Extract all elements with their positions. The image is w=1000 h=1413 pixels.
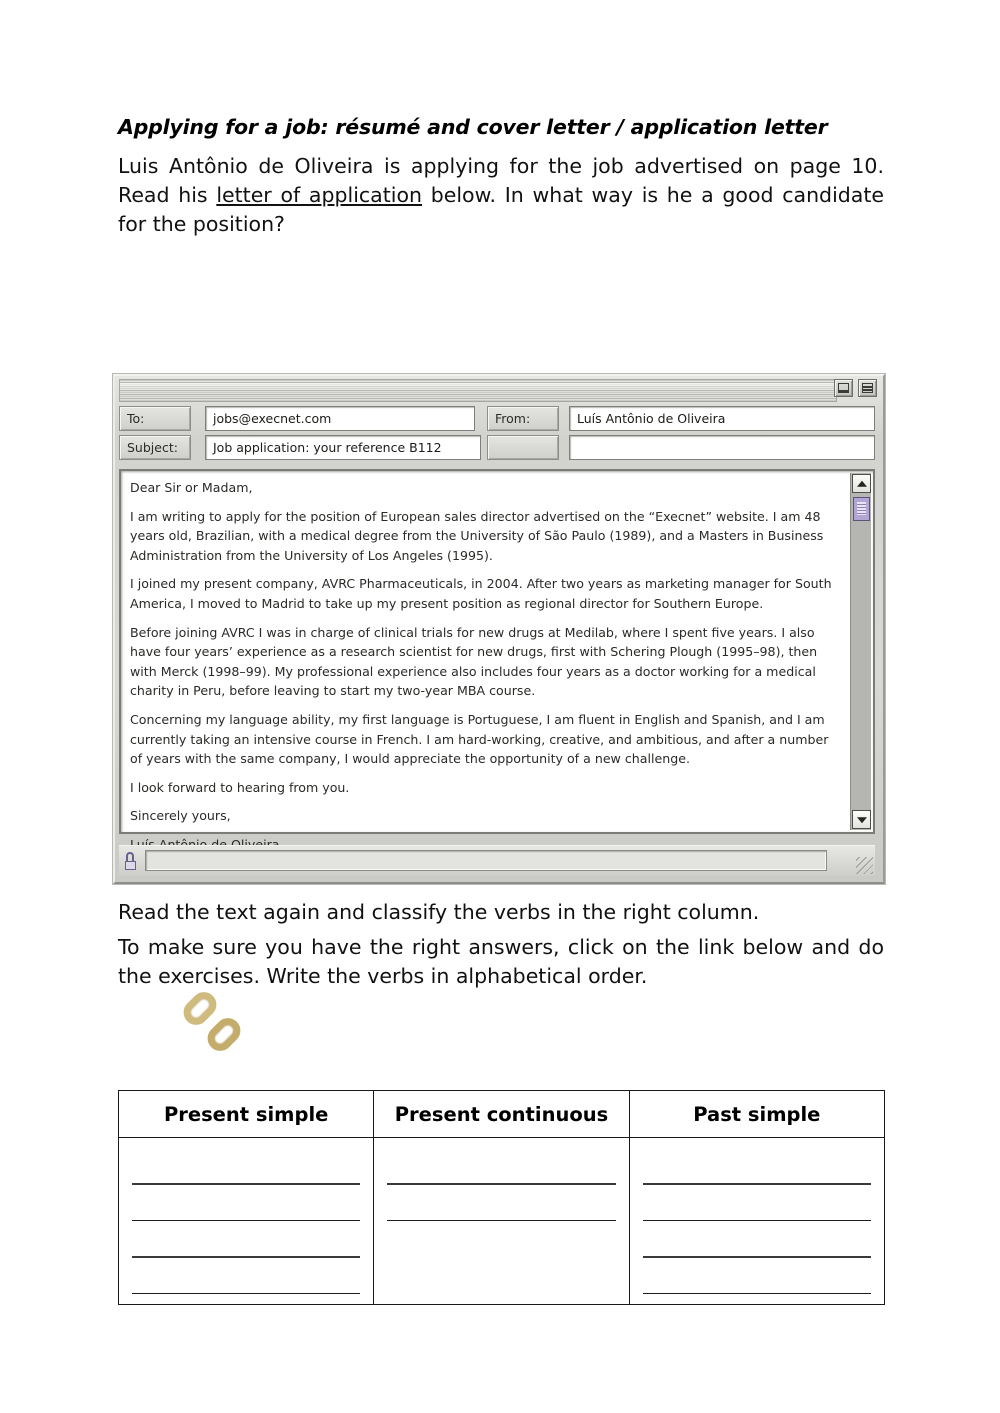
intro-text-before: Luis Antônio de Oliveira is applying for the job advertised on page 10. Read his xyxy=(118,154,884,207)
verb-classification-table xyxy=(118,1090,885,1305)
answer-line[interactable] xyxy=(132,1262,360,1294)
answer-line[interactable] xyxy=(132,1189,360,1221)
chevron-up-icon xyxy=(857,480,867,486)
subject-input[interactable]: Job application: your reference B112 xyxy=(205,435,481,460)
grip-lines-icon xyxy=(857,502,866,515)
answer-line[interactable] xyxy=(643,1225,871,1258)
resize-grip[interactable] xyxy=(856,857,873,874)
answer-line[interactable] xyxy=(643,1189,871,1221)
maximize-window-button[interactable] xyxy=(858,379,877,397)
answer-line[interactable] xyxy=(643,1152,871,1185)
column-header-present-continuous: Present continuous xyxy=(374,1091,629,1138)
answer-line[interactable] xyxy=(387,1189,615,1221)
scroll-down-button[interactable] xyxy=(852,810,871,829)
instruction-one: Read the text again and classify the verbs in the right column. xyxy=(118,900,760,924)
window-statusbar xyxy=(119,845,875,876)
answer-line[interactable] xyxy=(132,1225,360,1258)
chain-link-icon[interactable] xyxy=(180,990,250,1060)
answer-line[interactable] xyxy=(387,1152,615,1185)
maximize-icon xyxy=(862,383,873,393)
letter-paragraph-4: Concerning my language ability, my first language is Portuguese, I am fluent in English and Spanish, and I am currently taking an intensive course in French. I am hard-working, creative, and ambitious, and after a number of years with the same company, I would appreciate the opportunity of a new challenge. xyxy=(130,711,829,767)
window-titlebar[interactable] xyxy=(119,379,837,402)
answer-line[interactable] xyxy=(643,1262,871,1294)
letter-closing: Sincerely yours, xyxy=(130,808,231,824)
restore-window-button[interactable] xyxy=(834,379,853,397)
extra-field-label[interactable] xyxy=(487,435,559,460)
chain-ring-lower xyxy=(202,1013,245,1056)
instruction-two: To make sure you have the right answers, click on the link below and do the exercises. Write the verbs in alphabetical order. xyxy=(118,935,884,988)
column-header-past-simple: Past simple xyxy=(629,1091,884,1138)
chain-ring-upper xyxy=(178,987,221,1030)
letter-paragraph-5: I look forward to hearing from you. xyxy=(130,779,350,795)
from-input[interactable]: Luís Antônio de Oliveira xyxy=(569,406,875,431)
letter-paragraph-3: Before joining AVRC I was in charge of clinical trials for new drugs at Medilab, where I spent five years. I also have four years’ experience as a research scientist for new drugs, first with Schering Plough (1995–98), then with Merck (1998–99). My professional experience also includes four years as a doctor working for a medical charity in Peru, before leaving to start my two-year MBA course. xyxy=(130,624,818,699)
answer-line[interactable] xyxy=(132,1152,360,1185)
from-field-label[interactable]: From: xyxy=(487,406,559,431)
column-header-present-simple: Present simple xyxy=(119,1091,374,1138)
attachment-icon xyxy=(123,852,138,870)
restore-icon xyxy=(838,383,849,393)
page-title: Applying for a job: résumé and cover letter / application letter xyxy=(118,115,828,139)
letter-of-application-link[interactable]: letter of application xyxy=(216,183,423,207)
subject-field-label[interactable]: Subject: xyxy=(119,435,191,460)
vertical-scrollbar[interactable] xyxy=(850,473,871,830)
letter-salutation: Dear Sir or Madam, xyxy=(130,480,253,495)
email-client-window xyxy=(113,374,885,884)
table-row xyxy=(119,1138,885,1305)
status-field[interactable] xyxy=(145,850,827,871)
extra-input[interactable] xyxy=(569,435,875,460)
answer-cell-present-simple[interactable] xyxy=(119,1138,374,1305)
answer-cell-present-continuous[interactable] xyxy=(374,1138,629,1305)
scrollbar-thumb[interactable] xyxy=(853,497,870,521)
window-controls xyxy=(834,379,877,397)
to-input[interactable]: jobs@execnet.com xyxy=(205,406,475,431)
to-field-label[interactable]: To: xyxy=(119,406,191,431)
intro-text-after: below. In what way is he a good candidate for the position? xyxy=(118,183,884,236)
to-from-row xyxy=(119,406,875,431)
chevron-down-icon xyxy=(857,817,867,823)
letter-paragraph-1: I am writing to apply for the position of European sales director advertised on the “Execnet” website. I am 48 years old, Brazilian, with a medical degree from the University of São Paulo (1989), and a Masters in Business Administration from the University of Los Angeles (1995). xyxy=(130,508,824,563)
attachment-body xyxy=(125,861,136,870)
titlebar-sheen xyxy=(120,383,836,391)
email-header-fields xyxy=(119,406,875,464)
intro-paragraph xyxy=(118,152,884,239)
letter-text xyxy=(130,478,840,828)
letter-paragraph-2: I joined my present company, AVRC Pharmaceuticals, in 2004. After two years as marketing manager for South America, I moved to Madrid to take up my present position as regional director for Southern Europe. xyxy=(130,576,832,611)
table-header-row xyxy=(119,1091,885,1138)
scroll-up-button[interactable] xyxy=(852,474,871,493)
subject-row xyxy=(119,435,875,460)
answer-cell-past-simple[interactable] xyxy=(629,1138,884,1305)
letter-body-pane[interactable] xyxy=(119,469,875,834)
